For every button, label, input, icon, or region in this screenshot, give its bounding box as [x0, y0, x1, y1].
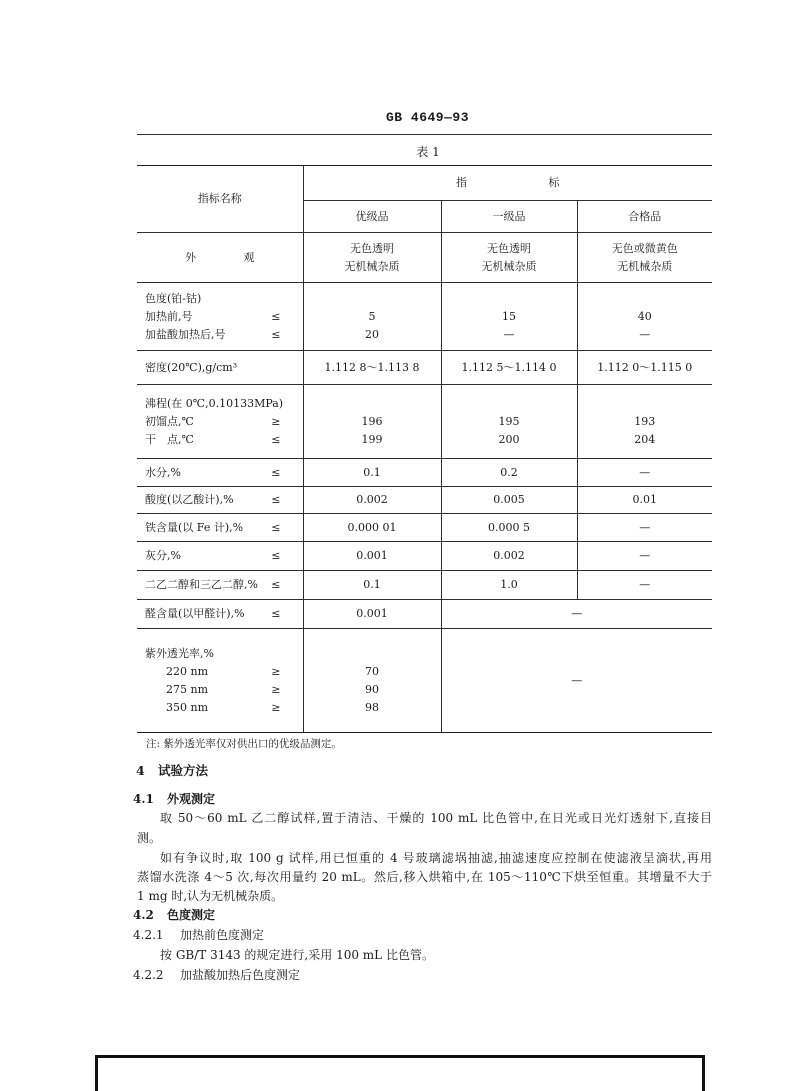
section-title: 外观测定 — [167, 792, 216, 806]
grade-header-premium: 优级品 — [303, 201, 441, 233]
comparison-sign: ≤ — [271, 578, 281, 591]
value-line: 无机械杂质 — [617, 259, 673, 273]
row-label-iron — [137, 514, 303, 542]
row-label-acidity — [137, 487, 303, 514]
row-density — [137, 351, 712, 385]
value-line: 无机械杂质 — [344, 259, 400, 273]
label-item — [145, 519, 303, 537]
specification-table — [137, 165, 712, 733]
comparison-sign: ≤ — [271, 327, 281, 341]
grade-header-first-class: 一级品 — [441, 201, 577, 233]
row-label-water — [137, 459, 303, 487]
label-item — [145, 681, 303, 699]
paragraph-line: 测。 — [137, 831, 162, 845]
row-distillation — [137, 385, 712, 459]
value-cell-qualified — [577, 233, 712, 283]
section-number: 4.2 — [133, 908, 154, 922]
label-item — [145, 491, 303, 509]
row-color — [137, 283, 712, 351]
comparison-sign: ≤ — [271, 309, 281, 323]
comparison-sign: ≤ — [271, 432, 281, 446]
value-line: 196 — [361, 414, 383, 428]
section-title: 试验方法 — [158, 763, 209, 778]
label-text: 加盐酸加热后,号 — [145, 327, 226, 341]
value-cell-first-class: 1.112 5～1.114 0 — [441, 351, 577, 385]
value-cell-qualified: — — [577, 542, 712, 571]
value-line: 199 — [361, 432, 383, 446]
label-item — [145, 431, 303, 449]
section-4-2-heading — [133, 906, 333, 924]
table-caption: 表 1 — [416, 145, 440, 159]
label-text: 初馏点,℃ — [145, 414, 194, 428]
row-label-aldehyde — [137, 600, 303, 629]
value-cell-other-grades: — — [441, 629, 712, 733]
value-cell-premium — [303, 283, 441, 351]
section-number: 4.2.2 — [133, 968, 164, 982]
value-cell-premium: 0.002 — [303, 487, 441, 514]
value-cell-qualified: — — [577, 514, 712, 542]
value-line: 195 — [498, 414, 520, 428]
section-number: 4.1 — [133, 792, 154, 806]
label-text: 干 点,℃ — [145, 432, 194, 446]
label-text: 灰分,% — [145, 549, 181, 562]
value-cell-qualified: 0.01 — [577, 487, 712, 514]
value-line: 无机械杂质 — [481, 259, 537, 273]
value-line: 15 — [502, 309, 516, 323]
section-4-2-1-heading — [133, 926, 393, 944]
value-cell-premium: 0.001 — [303, 542, 441, 571]
row-iron — [137, 514, 712, 542]
label-item — [145, 326, 303, 344]
paragraph-line: 按 GB/T 3143 的规定进行,采用 100 mL 比色管。 — [160, 948, 434, 962]
section-title: 加盐酸加热后色度测定 — [180, 968, 301, 982]
row-glycols — [137, 571, 712, 600]
value-cell-first-class: 0.2 — [441, 459, 577, 487]
row-label-uv-transmittance — [137, 629, 303, 733]
value-cell-qualified — [577, 385, 712, 459]
row-water — [137, 459, 712, 487]
grade-header-qualified: 合格品 — [577, 201, 712, 233]
row-label-ash — [137, 542, 303, 571]
header-rule — [137, 134, 712, 135]
value-cell-qualified: 1.112 0～1.115 0 — [577, 351, 712, 385]
comparison-sign: ≥ — [271, 700, 281, 714]
value-cell-premium — [303, 629, 441, 733]
value-line: 无色透明 — [487, 241, 531, 255]
label-text: 铁含量(以 Fe 计),% — [145, 520, 244, 534]
row-ash — [137, 542, 712, 571]
indicator-name-header: 指标名称 — [137, 166, 303, 233]
section-4-1-heading — [133, 790, 333, 808]
value-line: 193 — [634, 414, 656, 428]
indicator-header: 指 标 — [303, 166, 712, 201]
value-cell-premium: 0.1 — [303, 459, 441, 487]
paragraph-line: 如有争议时,取 100 g 试样,用已恒重的 4 号玻璃滤埚抽滤,抽滤速度应控制在使滤液呈滴状,再用 — [160, 851, 712, 865]
value-cell-premium: 0.000 01 — [303, 514, 441, 542]
label-text: 二乙二醇和三乙二醇,% — [145, 578, 258, 591]
row-acidity — [137, 487, 712, 514]
value-cell-qualified — [577, 283, 712, 351]
value-cell-first-class — [441, 233, 577, 283]
paragraph-line: 取 50～60 mL 乙二醇试样,置于清洁、干燥的 100 mL 比色管中,在日光或日光灯透射下,直接目 — [160, 811, 712, 825]
row-uv-transmittance — [137, 629, 712, 733]
value-line: 无色或微黄色 — [611, 241, 678, 255]
comparison-sign: ≥ — [271, 664, 281, 678]
value-cell-qualified: — — [577, 571, 712, 600]
value-cell-first-class: 1.0 — [441, 571, 577, 600]
label-text: 醛含量(以甲醛计),% — [145, 607, 245, 620]
value-line: 20 — [365, 327, 379, 341]
value-cell-premium: 1.112 8～1.113 8 — [303, 351, 441, 385]
row-label-glycols — [137, 571, 303, 600]
label-item — [145, 663, 303, 681]
label-text: 酸度(以乙酸计),% — [145, 493, 234, 506]
label-text: 密度(20℃),g/cm³ — [145, 360, 238, 374]
comparison-sign: ≤ — [271, 465, 281, 479]
label-item — [145, 699, 303, 717]
value-line: 5 — [368, 309, 376, 323]
value-line: 200 — [498, 432, 520, 446]
section-title: 色度测定 — [167, 908, 216, 922]
paragraph-line: 蒸馏水洗涤 4～5 次,每次用量约 20 mL。然后,移入烘箱中,在 105～110℃下烘至恒重。其增量不大于 — [137, 870, 712, 884]
value-line: 204 — [634, 432, 656, 446]
value-line: — — [503, 327, 515, 341]
comparison-sign: ≤ — [271, 607, 281, 620]
value-cell-other-grades: — — [441, 600, 712, 629]
label-title: 沸程(在 0℃,0.10133MPa) — [145, 396, 284, 410]
value-line: 无色透明 — [350, 241, 394, 255]
label-title: 色度(铂-钴) — [145, 291, 202, 305]
label-text: 加热前,号 — [145, 309, 193, 323]
paragraph-line: 1 mg 时,认为无机械杂质。 — [137, 889, 284, 903]
section-title: 加热前色度测定 — [180, 928, 265, 942]
comparison-sign: ≤ — [271, 493, 281, 506]
label-item — [145, 576, 303, 594]
value-line: 98 — [365, 700, 379, 714]
comparison-sign: ≤ — [271, 549, 281, 562]
label-text: 220 nm — [166, 664, 209, 678]
label-title: 紫外透光率,% — [145, 646, 214, 660]
comparison-sign: ≥ — [271, 682, 281, 696]
value-cell-qualified: — — [577, 459, 712, 487]
value-cell-first-class — [441, 385, 577, 459]
value-cell-premium: 0.001 — [303, 600, 441, 629]
bottom-frame — [95, 1055, 705, 1091]
row-label-color — [137, 283, 303, 351]
value-cell-first-class: 0.005 — [441, 487, 577, 514]
value-line: 40 — [637, 309, 652, 323]
row-label-distillation — [137, 385, 303, 459]
comparison-sign: ≤ — [271, 520, 281, 534]
comparison-sign: ≥ — [271, 414, 281, 428]
section-number: 4.2.1 — [133, 928, 164, 942]
label-item — [145, 605, 303, 623]
value-line: 70 — [365, 664, 379, 678]
row-appearance — [137, 233, 712, 283]
section-4-heading — [136, 762, 336, 780]
document-code: GB 4649—93 — [385, 110, 469, 125]
value-cell-first-class: 0.000 5 — [441, 514, 577, 542]
value-line: — — [639, 327, 651, 341]
label-item — [145, 464, 303, 482]
value-cell-first-class: 0.002 — [441, 542, 577, 571]
row-label-appearance: 外 观 — [137, 233, 303, 283]
label-item — [145, 308, 303, 326]
value-cell-first-class — [441, 283, 577, 351]
section-4-2-2-heading — [133, 966, 433, 984]
value-cell-premium — [303, 385, 441, 459]
label-text: 275 nm — [166, 682, 209, 696]
value-cell-premium: 0.1 — [303, 571, 441, 600]
row-aldehyde — [137, 600, 712, 629]
label-item — [145, 547, 303, 565]
value-line: 90 — [365, 682, 379, 696]
label-text: 350 nm — [166, 700, 209, 714]
label-text: 水分,% — [145, 465, 181, 479]
row-label-density — [137, 351, 303, 385]
label-item — [145, 413, 303, 431]
section-number: 4 — [136, 763, 145, 778]
header-row-indicators — [137, 166, 712, 201]
value-cell-premium — [303, 233, 441, 283]
table-note: 注: 紫外透光率仅对供出口的优级品测定。 — [146, 738, 342, 750]
